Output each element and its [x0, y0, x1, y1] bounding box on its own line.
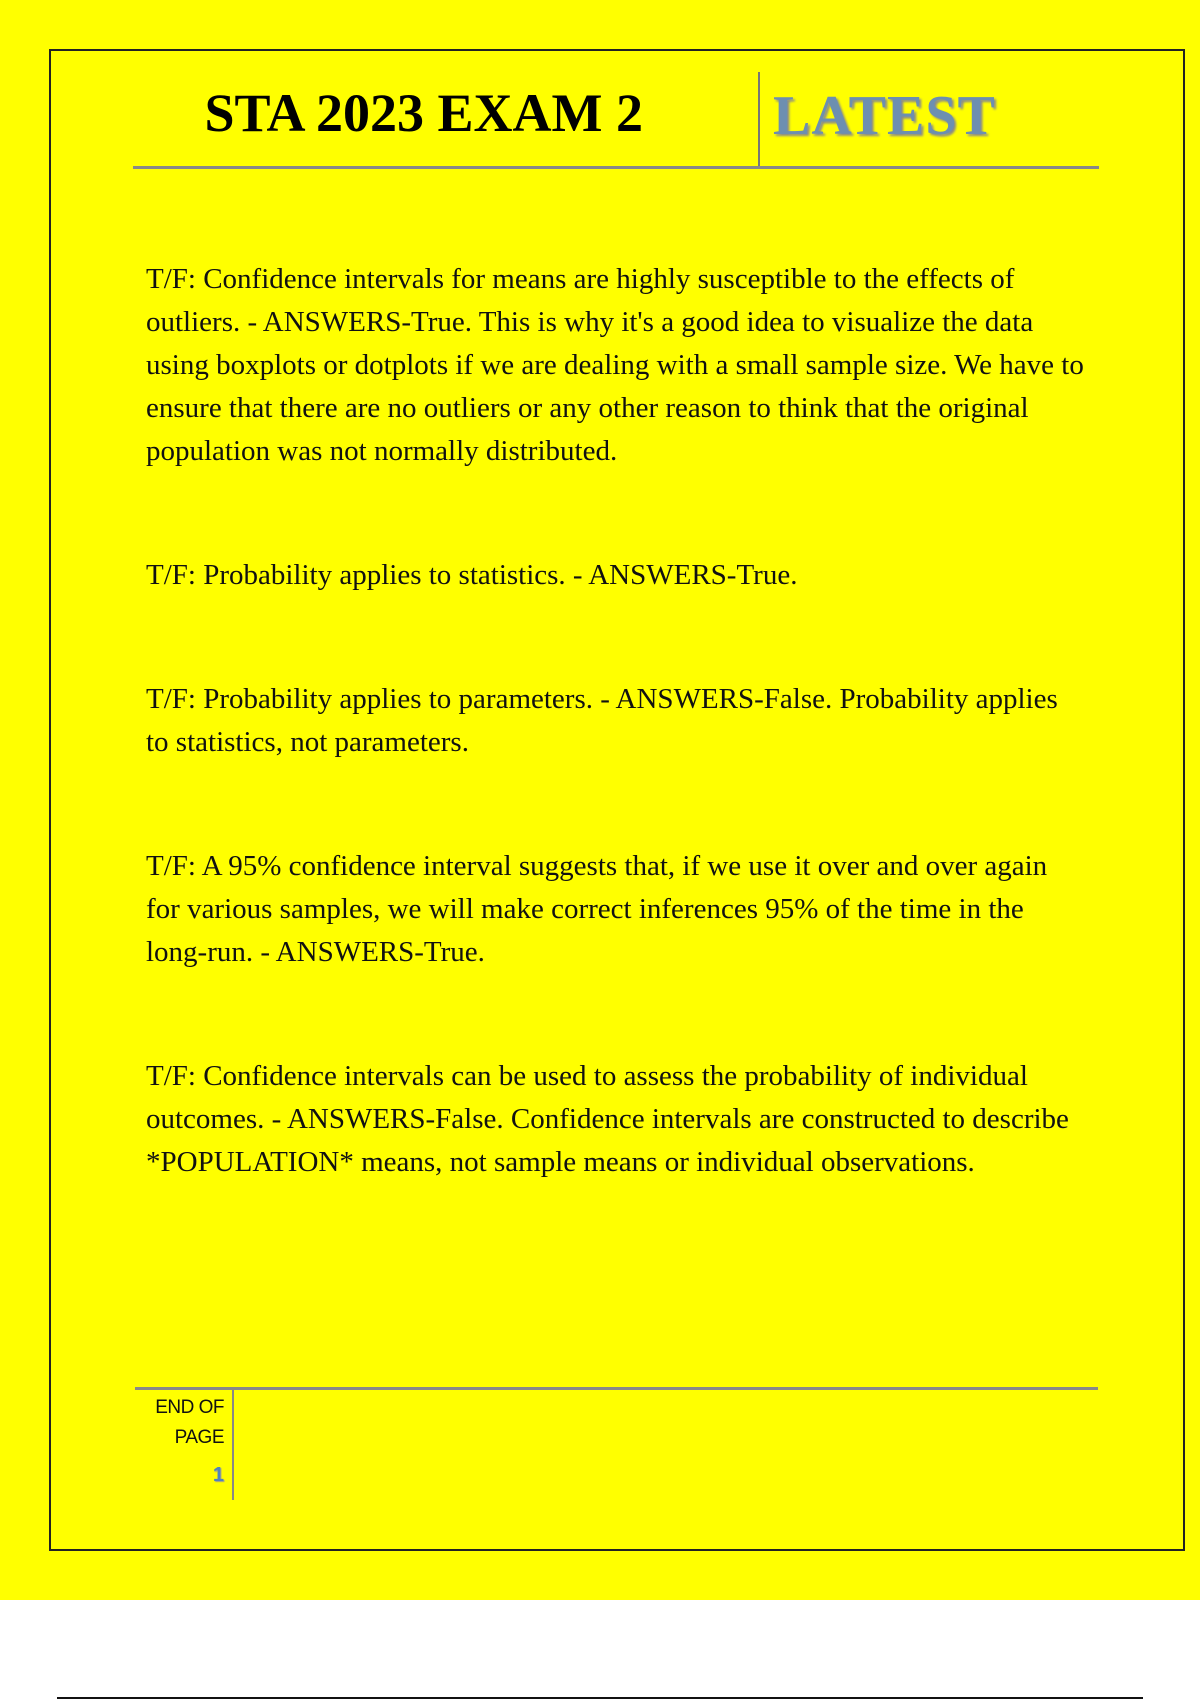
- question-answer-4: T/F: A 95% confidence interval suggests that, if we use it over and over again for various samples, we will make correct inferences 95% of the time in the long-run. - ANSWERS-True.: [146, 850, 1048, 968]
- footer-label-line-1: END OF: [155, 1397, 224, 1418]
- question-answer-1: T/F: Confidence intervals for means are highly susceptible to the effects of outliers. - ANSWERS-True. This is why it's a good idea to visualize the data using boxplots or dotplots if we are dealing with a small sample size. We have to ensure that there are no outliers or any other reason to think that the original population was not normally distributed.: [146, 263, 1084, 467]
- page-title-accent: LATEST: [773, 85, 996, 147]
- question-answer-5: T/F: Confidence intervals can be used to assess the probability of individual outcomes. - ANSWERS-False. Confidence intervals are constructed to describe *POPULATION* means, not sample means or individual observations.: [146, 1060, 1069, 1178]
- footer-label-line-2: PAGE: [174, 1427, 224, 1448]
- footer-rule: [135, 1387, 1098, 1390]
- page-number: 1: [212, 1464, 224, 1486]
- bottom-rule: [57, 1697, 1143, 1699]
- page-header: [133, 72, 1099, 167]
- question-list: [146, 258, 1086, 1184]
- header-divider: [758, 72, 760, 167]
- question-answer-2: T/F: Probability applies to statistics. - ANSWERS-True.: [146, 559, 798, 591]
- question-answer-3: T/F: Probability applies to parameters. - ANSWERS-False. Probability applies to statistics, not parameters.: [146, 683, 1058, 758]
- footer-label: [130, 1393, 224, 1453]
- page-title: STA 2023 EXAM 2: [204, 83, 643, 143]
- footer-divider: [232, 1389, 234, 1500]
- header-rule: [133, 166, 1099, 169]
